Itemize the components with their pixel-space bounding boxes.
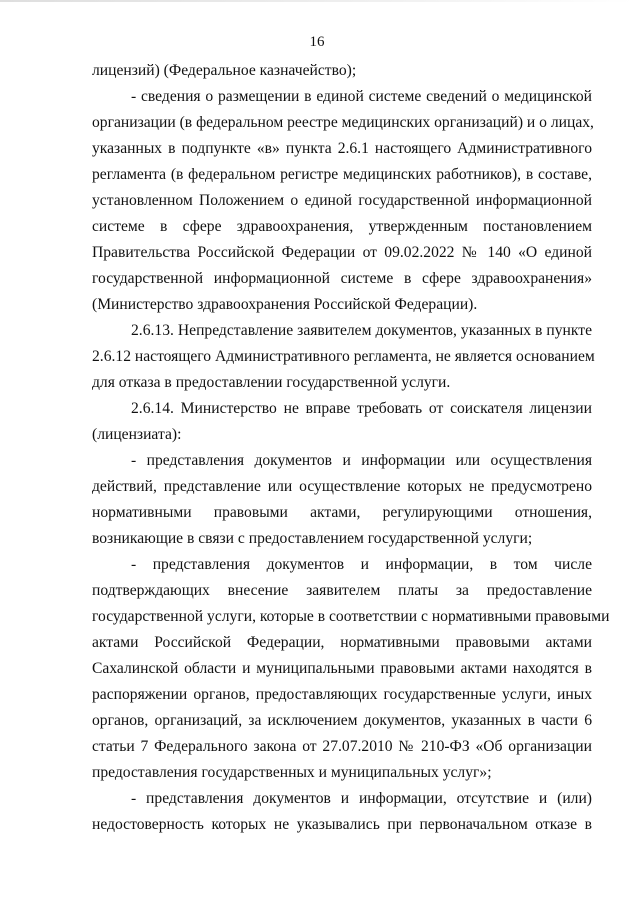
text-line: установленном Положением о единой государственной информационной <box>92 192 592 209</box>
text-line: указанных в подпункте «в» пункта 2.6.1 настоящего Административного <box>92 140 592 157</box>
text-line: актами Российской Федерации, нормативными правовыми актами <box>92 634 592 651</box>
text-line: - представления документов и информации, отсутствие и (или) <box>131 790 592 807</box>
text-line: возникающие в связи с предоставлением государственной услуги; <box>92 530 533 547</box>
text-line: распоряжении органов, предоставляющих государственные услуги, иных <box>92 686 592 703</box>
text-line: 2.6.14. Министерство не вправе требовать от соискателя лицензии <box>131 400 592 417</box>
text-line: - представления документов и информации или осуществления <box>131 452 592 469</box>
text-line: 2.6.12 настоящего Административного регламента, не является основанием <box>92 348 595 365</box>
text-line: системе в сфере здравоохранения, утвержденным постановлением <box>92 218 592 235</box>
text-line: подтверждающих внесение заявителем платы за предоставление <box>92 582 592 599</box>
scan-edge <box>0 0 634 2</box>
text-line: лицензий) (Федеральное казначейство); <box>92 62 357 79</box>
text-line: - представления документов и информации, в том числе <box>131 556 592 573</box>
text-line: государственной информационной системе в сфере здравоохранения» <box>92 270 592 287</box>
text-line: регламента (в федеральном регистре медицинских работников), в составе, <box>92 166 592 183</box>
text-line: статьи 7 Федерального закона от 27.07.2010 № 210-ФЗ «Об организации <box>92 738 592 755</box>
text-line: Сахалинской области и муниципальными правовыми актами находятся в <box>92 660 592 677</box>
text-line: действий, представление или осуществление которых не предусмотрено <box>92 478 592 495</box>
text-line: (Министерство здравоохранения Российской Федерации). <box>92 296 478 313</box>
text-line: Правительства Российской Федерации от 09.02.2022 № 140 «О единой <box>92 244 592 261</box>
text-line: предоставления государственных и муниципальных услуг»; <box>92 764 492 781</box>
text-line: для отказа в предоставлении государственной услуги. <box>92 374 451 391</box>
text-line: - сведения о размещении в единой системе сведений о медицинской <box>131 88 592 105</box>
text-line: организации (в федеральном реестре медицинских организаций) и о лицах, <box>92 114 594 131</box>
text-line: недостоверность которых не указывались при первоначальном отказе в <box>92 816 592 833</box>
text-line: нормативными правовыми актами, регулирующими отношения, <box>92 504 592 521</box>
text-line: органов, организаций, за исключением документов, указанных в части 6 <box>92 712 592 729</box>
text-line: 2.6.13. Непредставление заявителем документов, указанных в пункте <box>131 322 592 339</box>
page-number: 16 <box>309 34 325 50</box>
text-line: (лицензиата): <box>92 426 182 443</box>
text-line: государственной услуги, которые в соответствии с нормативными правовыми <box>92 608 610 625</box>
